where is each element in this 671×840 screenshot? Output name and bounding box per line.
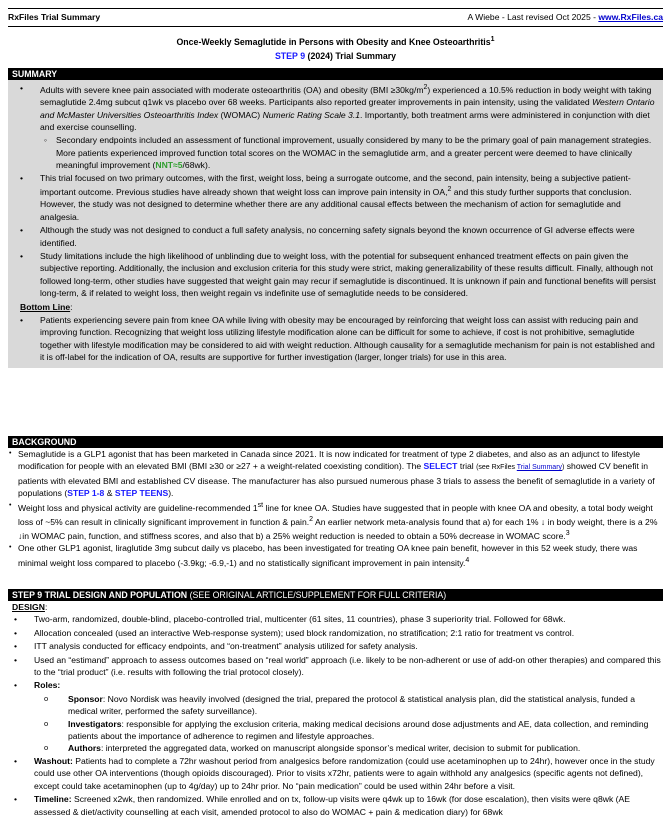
- summary-heading: SUMMARY: [8, 68, 663, 80]
- text: ).: [168, 488, 174, 499]
- trial-name: STEP 9: [274, 50, 306, 61]
- timeline-bullet: [8, 793, 663, 818]
- summary-bullet: [14, 82, 657, 133]
- text: Bottom Line: [20, 301, 71, 312]
- sup: 2: [309, 515, 314, 523]
- design-bullet: • Two-arm, randomized, double-blind, placebo-controlled trial, multicenter (61 sites, 11 countries), phase 3 superiority trial. Followed for 68wk.: [8, 613, 663, 625]
- rating-scale: Numeric Rating Scale 3.1: [262, 109, 361, 120]
- rxfiles-site-link[interactable]: www.RxFiles.ca: [598, 12, 663, 23]
- background-bullet: [8, 542, 663, 569]
- sup: 2: [447, 186, 452, 194]
- design-heading: [8, 589, 663, 601]
- sup: st: [257, 501, 264, 509]
- text: (see RxFiles: [476, 464, 517, 472]
- washout-bullet: [8, 755, 663, 792]
- text: showed CV benefit in patients with elevated BMI and established CV disease. The manufacturer has also pursued numerous phase 3 trials to assess the benefit of semaglutide in a variety of populations (: [18, 461, 655, 499]
- summary-bullet: [14, 172, 657, 223]
- trial-subtitle: (2024) Trial Summary: [305, 50, 397, 61]
- text: This trial focused on two primary outcomes, with the first, weight loss, being a surrogate outcome, and the second, pain intensity, being a subjective patient-important outcome. Previous studies have already shown that weight loss can improve pain intensity in OA,: [40, 172, 631, 197]
- design-bullet: • Used an “estimand” approach to assess outcomes based on “real world” approach (i.e. likely to be non-adherent or use of add-on other therapies) and compared this to the “trial product” (i.e. results with following the trial protocol closely).: [8, 654, 663, 679]
- text: One other GLP1 agonist, liraglutide 3mg subcut daily vs placebo, has been investigated for treating OA knee pain benefit, however in this 52 week study, there was minimal weight loss compared to placebo (-3.9kg; -6.9,-1) and no statistically significant improvement in pain intensity.: [18, 543, 638, 568]
- roles-label: Roles:: [34, 680, 61, 691]
- text: and this study further supports that conclusion. However, the study was not designed to determine whether there are any additional causal effects between the mechanism of action for semaglutide and analgesia.: [40, 186, 632, 222]
- text: Adults with severe knee pain associated with moderate osteoarthritis (OA) and obesity (BMI ≥30kg/m: [40, 84, 424, 95]
- revision-text: A Wiebe - Last revised Oct 2025 -: [467, 12, 599, 23]
- trial-summary-link[interactable]: Trial Summary: [516, 464, 563, 472]
- role-item: [34, 693, 663, 718]
- text: ): [562, 464, 565, 472]
- title-main: [0, 33, 671, 49]
- womac-name: Western Ontario and McMaster Universities Osteoarthritis Index: [40, 97, 655, 120]
- timeline-label: Timeline:: [34, 794, 72, 805]
- role-name: Authors: [68, 743, 101, 754]
- sup: 2: [423, 84, 428, 91]
- text: :: [44, 602, 48, 612]
- text: DESIGN: [12, 602, 45, 612]
- role-name: Investigators: [68, 718, 122, 729]
- text: Secondary endpoints included an assessment of functional improvement, usually considered by many to be the primary goal of pain management strategies. More patients experienced improved function total scores on the WOMAC in the semaglutide arm, and a greater percent were deemed to have clinically meaningful improvement (: [56, 135, 652, 171]
- summary-section: [8, 68, 663, 368]
- text: STEP 9 TRIAL DESIGN AND POPULATION: [12, 590, 188, 600]
- brand-label: RxFiles Trial Summary: [8, 12, 101, 23]
- text: /68wk).: [182, 160, 211, 171]
- text: An earlier network meta-analysis found that a) for each 1% ↓ in body weight, there is a 2% ↓in WOMAC pain, function, and stiffness scores, and also that b) a 25% weight reduction is needed to obtain a 50% decrease in WOMAC score.: [18, 516, 658, 542]
- summary-bullet: • Study limitations include the high likelihood of unblinding due to weight loss, with the potential for subsequent enhanced treatment effects on pain given the subjective reporting. Additionally, the inclusion and exclusion criteria for this study were strict, making generalizability of these results difficult. Finally, although not followed long-term, other studies have suggested that weight gain may recur if semaglutide is discontinued. It is unknown if pain and functional benefits will persist long-term, & if related to weight loss, then weight regain vs indefinite use of semaglutide needs to be considered.: [14, 250, 657, 300]
- design-bullet: • Allocation concealed (used an interactive Web-response system); used block randomization, no stratification; 2:1 ratio for treatment vs control.: [8, 627, 663, 639]
- summary-body: [8, 80, 663, 368]
- role-item: [34, 742, 663, 754]
- text: trial: [457, 461, 477, 472]
- design-bullet: • ITT analysis conducted for efficacy endpoints, and “on-treatment” analysis utilized for safety analysis.: [8, 640, 663, 652]
- text: :: [70, 301, 73, 312]
- background-bullet: [8, 500, 663, 543]
- background-heading: BACKGROUND: [8, 436, 663, 448]
- text: Weight loss and physical activity are guideline-recommended 1: [18, 502, 258, 513]
- revision-info: [467, 11, 663, 23]
- text: ) experienced a 10.5% reduction in body weight with taking semaglutide 2.4mg subcut q1wk vs placebo over 68 weeks. Participants also reported greater improvements in pain intensity, using the validated: [40, 84, 652, 108]
- role-name: Sponsor: [68, 693, 103, 704]
- summary-bullet: • Although the study was not designed to conduct a full safety analysis, no concerning safety signals beyond the known occurrence of GI adverse effects were identified.: [14, 224, 657, 249]
- design-section: [8, 589, 663, 819]
- text: (WOMAC): [218, 109, 263, 120]
- sup: 3: [565, 530, 570, 538]
- text: line for knee OA. Studies have suggested that in people with knee OA and obesity, a total body weight loss of ~5% can result in clinically significant improvement in function & pain.: [18, 502, 653, 527]
- title-ref: 1: [490, 36, 495, 43]
- roles-bullet: [8, 679, 663, 691]
- select-trial: SELECT: [423, 461, 458, 472]
- title-trial: [0, 49, 671, 63]
- summary-subbullet: [40, 134, 657, 171]
- washout-label: Washout:: [34, 755, 73, 766]
- nnt-value: NNT≈5: [155, 160, 183, 171]
- text: : Novo Nordisk was heavily involved (designed the trial, prepared the protocol & statistical analysis plan, did the statistical analysis, funded a medical writer, performed the safety surveillance).: [68, 693, 635, 717]
- document-title: [0, 33, 671, 63]
- text: Semaglutide is a GLP1 agonist that has been marketed in Canada since 2021. It is now indicated for treatment of type 2 diabetes, and also as an adjunct to lifestyle modification for people with an elevated BMI (BMI ≥30 or ≥27 + a weight-related coexisting condition). The: [18, 449, 640, 472]
- step-trials: STEP 1-8: [67, 488, 105, 499]
- text: : interpreted the aggregated data, worked on manuscript alongside sponsor’s medical writer, decision to submit for publication.: [100, 743, 581, 754]
- sup: 4: [465, 556, 470, 564]
- role-item: [34, 718, 663, 743]
- text: (SEE ORIGINAL ARTICLE/SUPPLEMENT FOR FULL CRITERIA): [187, 590, 447, 600]
- step-teens: STEP TEENS: [114, 488, 169, 499]
- background-section: [8, 436, 663, 569]
- text: . Importantly, both treatment arms were administered in conjunction with diet and exercise counselling.: [40, 109, 650, 133]
- text: Screened x2wk, then randomized. While enrolled and on tx, follow-up visits were q4wk up to 16wk (for dose escalation), then visits were q8wk (AE assessed & diet/activity counselling at each visit, amended protocol to also do WOMAC + pain & medication diary) for 68wk: [34, 794, 630, 817]
- title-text: Once-Weekly Semaglutide in Persons with Obesity and Knee Osteoarthritis: [176, 36, 491, 47]
- text: : responsible for applying the exclusion criteria, making medical decisions around dose adjustments and AE, data collection, and reminding patients about the importance of adherence to regimen and lifestyle approaches.: [68, 718, 649, 742]
- background-bullet: [8, 448, 663, 500]
- text: Patients had to complete a 72hr washout period from analgesics before randomization (could use acetaminophen up to 24hr), however once in the study could use other OA interventions (though opioids discouraged). Prior to visits x72hr, patients were to again withhold any analgesics (specific agents not defined), except could take acetaminophen (up to 4g/day) up to 24hr prior. No “pain medication” could be used within 24hr before a visit.: [34, 755, 655, 791]
- bottom-line-heading: [20, 301, 657, 313]
- design-label: [12, 601, 663, 613]
- text: &: [104, 488, 115, 499]
- bottom-line-bullet: • Patients experiencing severe pain from knee OA while living with obesity may be encouraged by reinforcing that weight loss can assist with reducing pain and improving function. Recognizing that weight loss utilizing lifestyle modification alone can be difficult for some to achieve, if cost is not prohibitive, semaglutide together with lifestyle modification may be considered to aid with weight reduction. Although causality for a semaglutide mechanism for pain is not established and it is off-label for the indication of OA, results are supportive for further investigation (larger, longer trials) for use in this area.: [14, 314, 657, 364]
- page-header: [8, 8, 663, 27]
